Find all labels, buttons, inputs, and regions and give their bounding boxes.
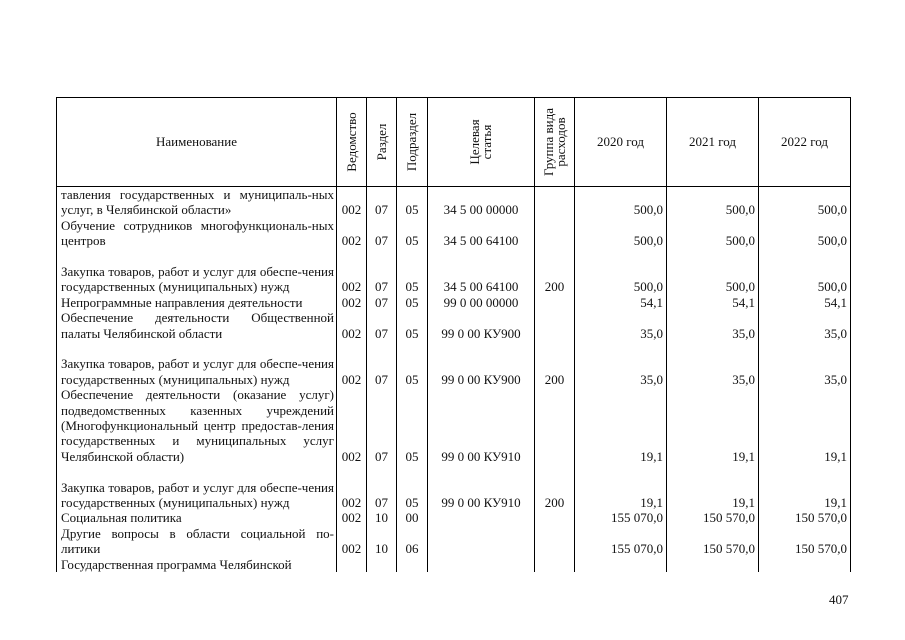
row-gruppa-cell — [535, 526, 575, 557]
row-celevaya-cell: 34 5 00 64100 — [428, 218, 535, 249]
row-2021-cell: 500,0 — [667, 218, 759, 249]
row-vedomstvo-cell: 002 — [337, 526, 367, 557]
row-razdel-cell: 07 — [367, 218, 397, 249]
table-body — [57, 187, 851, 573]
table-row — [57, 464, 851, 510]
row-celevaya-cell: 34 5 00 64100 — [428, 249, 535, 295]
header-podrazdel: Подраздел — [397, 98, 428, 187]
row-razdel-cell: 10 — [367, 510, 397, 525]
table-row — [57, 526, 851, 557]
row-2022-cell — [759, 557, 851, 572]
row-celevaya-cell — [428, 526, 535, 557]
row-2022-cell: 35,0 — [759, 341, 851, 387]
row-razdel-cell — [367, 557, 397, 572]
row-2020-cell: 54,1 — [575, 295, 667, 310]
row-razdel-cell: 10 — [367, 526, 397, 557]
row-name-cell: Обеспечение деятельности (оказание услуг) подведомственных казенных учреждений (Многофункциональный центр предостав-ления государственных и муниципальных услуг Челябинской области) — [57, 387, 337, 464]
table-row — [57, 387, 851, 464]
table-row — [57, 218, 851, 249]
row-celevaya-cell: 99 0 00 КУ900 — [428, 310, 535, 341]
table-row — [57, 187, 851, 218]
row-2022-cell: 500,0 — [759, 218, 851, 249]
row-2021-cell: 19,1 — [667, 387, 759, 464]
row-gruppa-cell: 200 — [535, 464, 575, 510]
header-celevaya-statya: Целевая статья — [428, 98, 535, 187]
row-vedomstvo-cell: 002 — [337, 387, 367, 464]
row-gruppa-cell — [535, 218, 575, 249]
row-2020-cell: 500,0 — [575, 218, 667, 249]
row-2021-cell: 19,1 — [667, 464, 759, 510]
row-2020-cell: 19,1 — [575, 464, 667, 510]
row-gruppa-cell — [535, 510, 575, 525]
header-year-2020: 2020 год — [575, 98, 667, 187]
row-2020-cell: 500,0 — [575, 187, 667, 218]
row-podrazdel-cell: 05 — [397, 187, 428, 218]
header-razdel: Раздел — [367, 98, 397, 187]
header-vedomstvo: Ведомство — [337, 98, 367, 187]
row-2022-cell: 150 570,0 — [759, 510, 851, 525]
row-2021-cell — [667, 557, 759, 572]
row-vedomstvo-cell: 002 — [337, 310, 367, 341]
row-celevaya-cell — [428, 510, 535, 525]
row-razdel-cell: 07 — [367, 341, 397, 387]
row-name-cell: Обучение сотрудников многофункциональ-ных центров — [57, 218, 337, 249]
row-2022-cell: 500,0 — [759, 187, 851, 218]
row-name-cell: Закупка товаров, работ и услуг для обеспе-чения государственных (муниципальных) нужд — [57, 341, 337, 387]
row-2022-cell: 54,1 — [759, 295, 851, 310]
row-celevaya-cell: 34 5 00 00000 — [428, 187, 535, 218]
header-gruppa-vida-rashodov: Группа вида расходов — [535, 98, 575, 187]
row-podrazdel-cell — [397, 557, 428, 572]
row-gruppa-cell — [535, 387, 575, 464]
page-number: 407 — [829, 592, 849, 607]
row-podrazdel-cell: 00 — [397, 510, 428, 525]
row-razdel-cell: 07 — [367, 295, 397, 310]
row-2021-cell: 35,0 — [667, 341, 759, 387]
row-podrazdel-cell: 05 — [397, 218, 428, 249]
row-name-cell: Социальная политика — [57, 510, 337, 525]
row-vedomstvo-cell: 002 — [337, 187, 367, 218]
row-gruppa-cell — [535, 557, 575, 572]
header-year-2021: 2021 год — [667, 98, 759, 187]
row-vedomstvo-cell: 002 — [337, 341, 367, 387]
header-name: Наименование — [57, 98, 337, 187]
row-2020-cell: 19,1 — [575, 387, 667, 464]
row-razdel-cell: 07 — [367, 249, 397, 295]
row-2022-cell: 19,1 — [759, 387, 851, 464]
row-2022-cell: 500,0 — [759, 249, 851, 295]
row-vedomstvo-cell: 002 — [337, 295, 367, 310]
row-2020-cell: 155 070,0 — [575, 526, 667, 557]
table-row — [57, 310, 851, 341]
row-razdel-cell: 07 — [367, 464, 397, 510]
row-2022-cell: 19,1 — [759, 464, 851, 510]
row-gruppa-cell — [535, 187, 575, 218]
row-podrazdel-cell: 05 — [397, 249, 428, 295]
row-2021-cell: 150 570,0 — [667, 510, 759, 525]
row-name-cell: Непрограммные направления деятельности — [57, 295, 337, 310]
row-name-cell: Закупка товаров, работ и услуг для обеспе-чения государственных (муниципальных) нужд — [57, 249, 337, 295]
row-name-cell: тавления государственных и муниципаль-ных услуг, в Челябинской области» — [57, 187, 337, 218]
row-celevaya-cell — [428, 557, 535, 572]
row-2020-cell: 500,0 — [575, 249, 667, 295]
row-vedomstvo-cell: 002 — [337, 510, 367, 525]
row-2022-cell: 35,0 — [759, 310, 851, 341]
row-podrazdel-cell: 05 — [397, 387, 428, 464]
row-podrazdel-cell: 06 — [397, 526, 428, 557]
row-vedomstvo-cell: 002 — [337, 464, 367, 510]
row-gruppa-cell — [535, 295, 575, 310]
row-2021-cell: 500,0 — [667, 187, 759, 218]
table-row — [57, 557, 851, 572]
row-2022-cell: 150 570,0 — [759, 526, 851, 557]
row-podrazdel-cell: 05 — [397, 464, 428, 510]
row-gruppa-cell: 200 — [535, 341, 575, 387]
budget-table-sheet — [56, 97, 850, 572]
row-podrazdel-cell: 05 — [397, 310, 428, 341]
row-2021-cell: 35,0 — [667, 310, 759, 341]
row-2021-cell: 150 570,0 — [667, 526, 759, 557]
table-header-row — [57, 98, 851, 187]
row-2020-cell: 35,0 — [575, 310, 667, 341]
row-vedomstvo-cell — [337, 557, 367, 572]
row-2020-cell: 155 070,0 — [575, 510, 667, 525]
row-name-cell: Закупка товаров, работ и услуг для обеспе-чения государственных (муниципальных) нужд — [57, 464, 337, 510]
table-row — [57, 295, 851, 310]
header-year-2022: 2022 год — [759, 98, 851, 187]
row-vedomstvo-cell: 002 — [337, 218, 367, 249]
row-celevaya-cell: 99 0 00 КУ910 — [428, 464, 535, 510]
table-row — [57, 341, 851, 387]
row-name-cell: Другие вопросы в области социальной по-литики — [57, 526, 337, 557]
row-celevaya-cell: 99 0 00 00000 — [428, 295, 535, 310]
row-podrazdel-cell: 05 — [397, 295, 428, 310]
row-celevaya-cell: 99 0 00 КУ910 — [428, 387, 535, 464]
row-2021-cell: 54,1 — [667, 295, 759, 310]
row-vedomstvo-cell: 002 — [337, 249, 367, 295]
row-2020-cell: 35,0 — [575, 341, 667, 387]
table-row — [57, 249, 851, 295]
row-gruppa-cell: 200 — [535, 249, 575, 295]
row-gruppa-cell — [535, 310, 575, 341]
row-2020-cell — [575, 557, 667, 572]
row-name-cell: Обеспечение деятельности Общественной палаты Челябинской области — [57, 310, 337, 341]
row-name-cell: Государственная программа Челябинской — [57, 557, 337, 572]
row-2021-cell: 500,0 — [667, 249, 759, 295]
row-razdel-cell: 07 — [367, 187, 397, 218]
budget-table — [56, 97, 851, 572]
table-row — [57, 510, 851, 525]
row-celevaya-cell: 99 0 00 КУ900 — [428, 341, 535, 387]
row-razdel-cell: 07 — [367, 310, 397, 341]
row-razdel-cell: 07 — [367, 387, 397, 464]
row-podrazdel-cell: 05 — [397, 341, 428, 387]
